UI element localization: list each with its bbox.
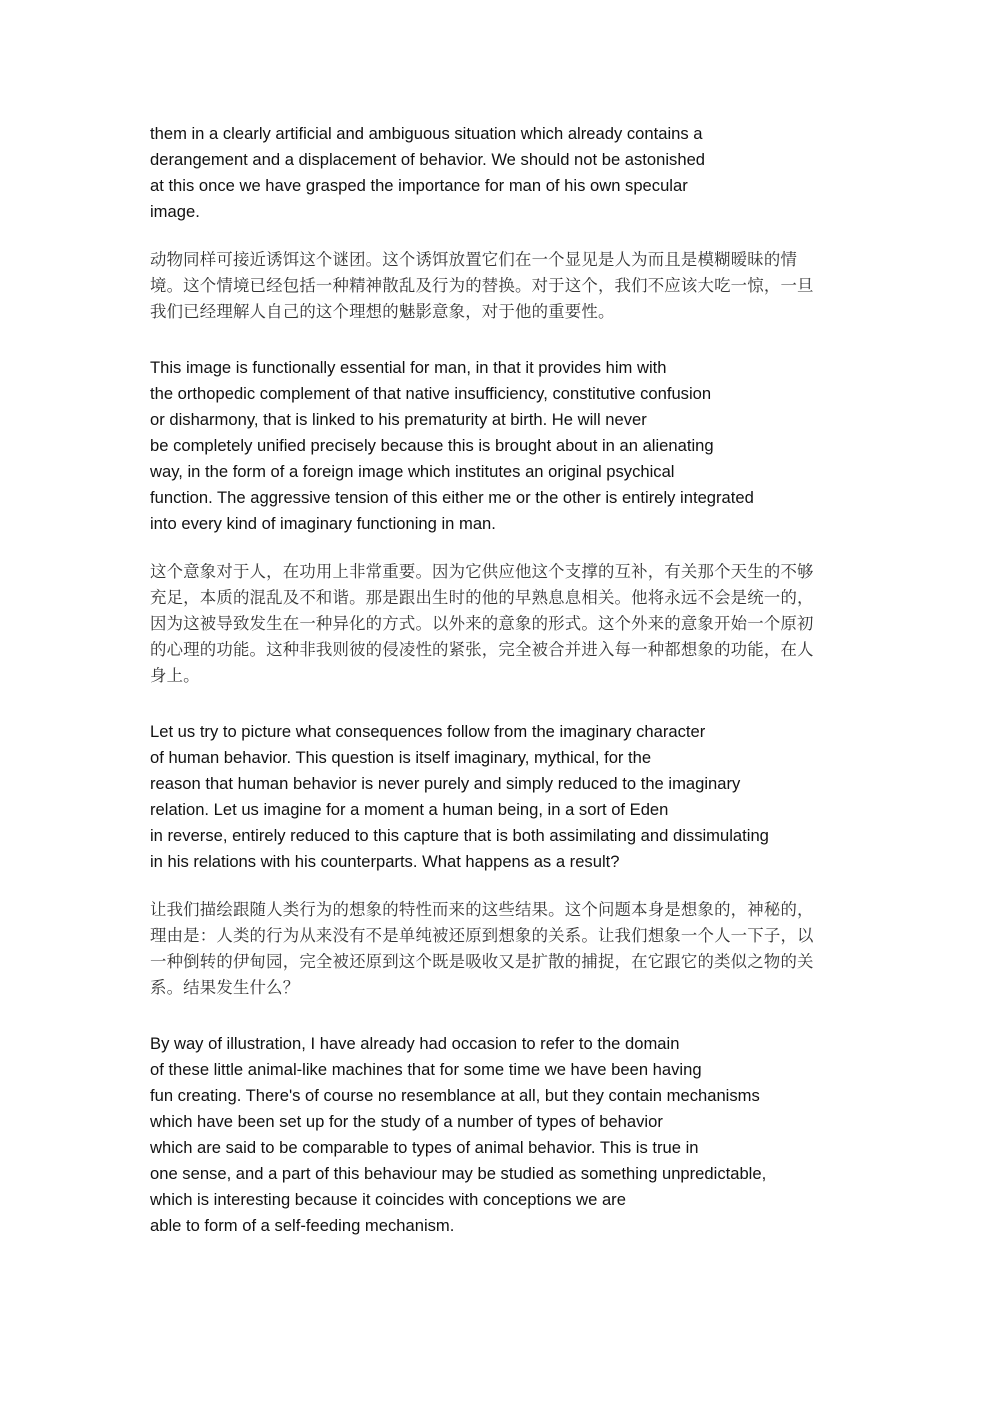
- paragraph-zh-2: [150, 559, 846, 689]
- text-line: able to form of a self-feeding mechanism.: [150, 1216, 455, 1235]
- text-line: Let us try to picture what consequences follow from the imaginary character: [150, 722, 706, 741]
- paragraph-en-3: [150, 719, 850, 875]
- text-line: function. The aggressive tension of this either me or the other is entirely integrated: [150, 488, 754, 507]
- text-line: reason that human behavior is never purely and simply reduced to the imaginary: [150, 774, 741, 793]
- text-line: This image is functionally essential for man, in that it provides him with: [150, 358, 667, 377]
- text-line: image.: [150, 202, 200, 221]
- text-line: 我们已经理解人自己的这个理想的魅影意象，对于他的重要性。: [150, 302, 615, 321]
- text-line: them in a clearly artificial and ambiguous situation which already contains a: [150, 124, 703, 143]
- text-line: of these little animal-like machines that for some time we have been having: [150, 1060, 702, 1079]
- text-line: 的心理的功能。这种非我则彼的侵凌性的紧张，完全被合并进入每一种都想象的功能，在人: [150, 640, 814, 659]
- text-line: 境。这个情境已经包括一种精神散乱及行为的替换。对于这个，我们不应该大吃一惊，一旦: [150, 276, 814, 295]
- text-line: 一种倒转的伊甸园，完全被还原到这个既是吸收又是扩散的捕捉，在它跟它的类似之物的关: [150, 952, 814, 971]
- text-line: fun creating. There's of course no resemblance at all, but they contain mechanisms: [150, 1086, 760, 1105]
- text-line: at this once we have grasped the importance for man of his own specular: [150, 176, 688, 195]
- text-line: be completely unified precisely because this is brought about in an alienating: [150, 436, 714, 455]
- paragraph-zh-3: [150, 897, 846, 1001]
- text-line: in his relations with his counterparts. What happens as a result?: [150, 852, 620, 871]
- text-line: which are said to be comparable to types of animal behavior. This is true in: [150, 1138, 699, 1157]
- paragraph-en-4: [150, 1031, 850, 1239]
- text-line: one sense, and a part of this behaviour may be studied as something unpredictable,: [150, 1164, 767, 1183]
- text-line: way, in the form of a foreign image which institutes an original psychical: [150, 462, 675, 481]
- text-line: 理由是：人类的行为从来没有不是单纯被还原到想象的关系。让我们想象一个人一下子，以: [150, 926, 814, 945]
- text-line: 因为这被导致发生在一种异化的方式。以外来的意象的形式。这个外来的意象开始一个原初: [150, 614, 814, 633]
- text-line: By way of illustration, I have already had occasion to refer to the domain: [150, 1034, 680, 1053]
- paragraph-en-1: [150, 121, 850, 225]
- text-line: 动物同样可接近诱饵这个谜团。这个诱饵放置它们在一个显见是人为而且是模糊暧昧的情: [150, 250, 798, 269]
- text-line: which have been set up for the study of a number of types of behavior: [150, 1112, 663, 1131]
- text-line: of human behavior. This question is itself imaginary, mythical, for the: [150, 748, 652, 767]
- text-line: 让我们描绘跟随人类行为的想象的特性而来的这些结果。这个问题本身是想象的，神秘的，: [150, 900, 814, 919]
- text-line: into every kind of imaginary functioning in man.: [150, 514, 496, 533]
- paragraph-en-2: [150, 355, 850, 537]
- paragraph-spacer: [150, 1001, 850, 1031]
- paragraph-spacer: [150, 225, 850, 247]
- text-line: 这个意象对于人，在功用上非常重要。因为它供应他这个支撑的互补，有关那个天生的不够: [150, 562, 814, 581]
- text-line: 充足，本质的混乱及不和谐。那是跟出生时的他的早熟息息相关。他将永远不会是统一的，: [150, 588, 814, 607]
- document-page: [150, 121, 850, 1239]
- text-line: relation. Let us imagine for a moment a human being, in a sort of Eden: [150, 800, 669, 819]
- text-line: in reverse, entirely reduced to this capture that is both assimilating and dissimulating: [150, 826, 769, 845]
- text-line: 系。结果发生什么？: [150, 978, 300, 997]
- text-line: 身上。: [150, 666, 200, 685]
- paragraph-zh-1: [150, 247, 846, 325]
- text-line: derangement and a displacement of behavior. We should not be astonished: [150, 150, 706, 169]
- paragraph-spacer: [150, 325, 850, 355]
- paragraph-spacer: [150, 875, 850, 897]
- text-line: or disharmony, that is linked to his prematurity at birth. He will never: [150, 410, 647, 429]
- text-line: the orthopedic complement of that native insufficiency, constitutive confusion: [150, 384, 712, 403]
- text-line: which is interesting because it coincides with conceptions we are: [150, 1190, 626, 1209]
- paragraph-spacer: [150, 689, 850, 719]
- paragraph-spacer: [150, 537, 850, 559]
